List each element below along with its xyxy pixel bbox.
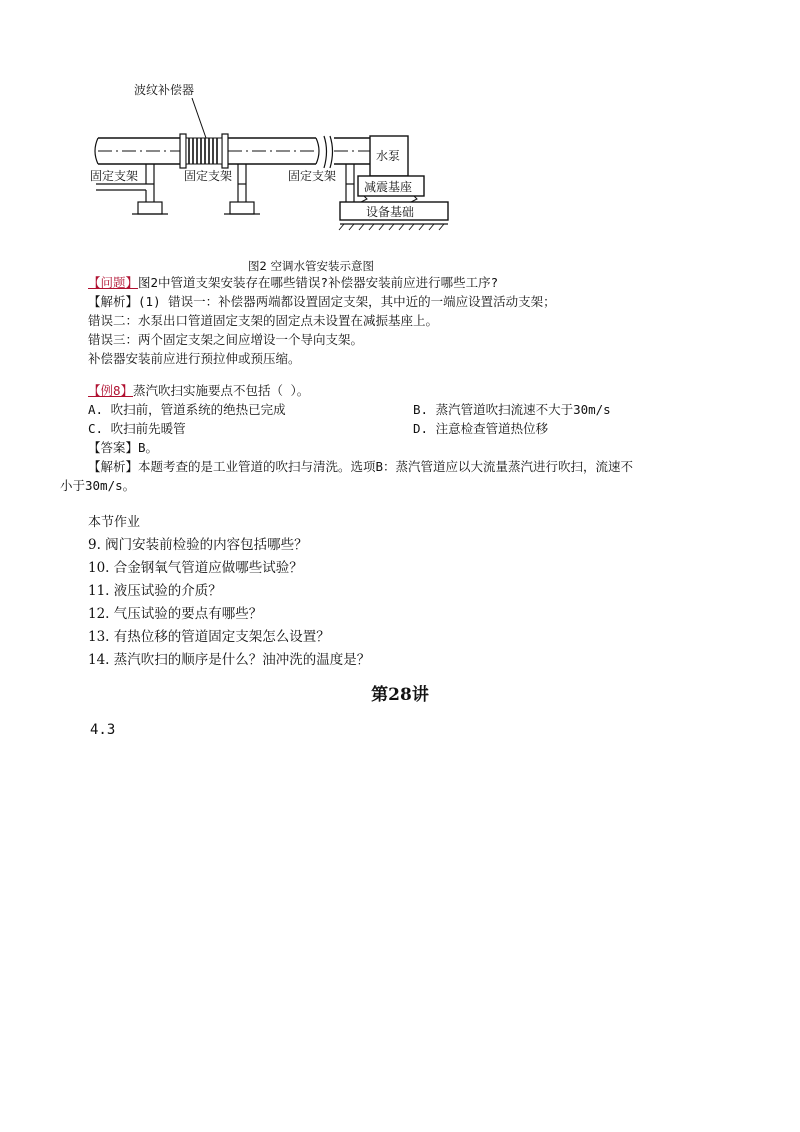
pipe-middle-segment — [228, 138, 319, 164]
question-analysis-line-1 — [88, 292, 556, 311]
homework-item-14: 14. 蒸汽吹扫的顺序是什么？油冲洗的温度是？ — [88, 652, 371, 668]
question-analysis-tag: 【解析】 — [88, 294, 139, 309]
pipe-left-segment — [95, 138, 180, 164]
example-analysis-text-1: 本题考查的是工业管道的吹扫与清洗。选项B：蒸汽管道应以大流量蒸汽进行吹扫，流速不 — [138, 459, 634, 474]
option-a: A. 吹扫前，管道系统的绝热已完成 — [88, 402, 286, 417]
example-stem: 蒸汽吹扫实施要点不包括（ ）。 — [133, 383, 310, 398]
compensator-label: 波纹补偿器 — [134, 83, 195, 97]
homework-title: 本节作业 — [88, 515, 141, 530]
example-tag: 【例8】 — [88, 383, 134, 398]
example-analysis-tag: 【解析】 — [88, 459, 139, 474]
question-analysis-line-3: 错误三：两个固定支架之间应增设一个导向支架。 — [88, 332, 364, 347]
bellows-compensator — [180, 134, 228, 168]
fixed-support-1 — [90, 164, 168, 214]
question-analysis-line-2: 错误二：水泵出口管道固定支架的固定点未设置在减振基座上。 — [88, 313, 439, 328]
fixed-support-1-label: 固定支架 — [90, 169, 139, 183]
answer-value: B。 — [138, 440, 159, 455]
lecture-title: 第28讲 — [371, 685, 429, 705]
damping-base-label: 减震基座 — [364, 180, 413, 194]
homework-item-13: 13. 有热位移的管道固定支架怎么设置？ — [88, 629, 330, 645]
example-analysis-line-2: 小于30m/s。 — [60, 478, 136, 493]
homework-item-11: 11. 液压试验的介质？ — [88, 583, 222, 599]
equipment-foundation — [339, 202, 448, 230]
water-pump — [370, 136, 408, 176]
homework-item-9: 9. 阀门安装前检验的内容包括哪些？ — [88, 537, 308, 553]
question-text: 图2中管道支架安装存在哪些错误?补偿器安装前应进行哪些工序? — [138, 275, 499, 290]
section-number: 4.3 — [90, 722, 116, 738]
pipe-right-segment — [334, 138, 370, 164]
fixed-support-3 — [288, 164, 354, 202]
equipment-foundation-label: 设备基础 — [366, 205, 415, 219]
option-b: B. 蒸汽管道吹扫流速不大于30m/s — [413, 402, 611, 417]
answer-tag: 【答案】 — [88, 440, 139, 455]
question-tag: 【问题】 — [88, 275, 139, 290]
figure-caption: 图2 空调水管安装示意图 — [248, 259, 374, 273]
example-stem-line — [88, 381, 309, 400]
question-line — [88, 273, 498, 292]
option-d: D. 注意检查管道热位移 — [413, 421, 549, 436]
example-analysis-line-1 — [88, 457, 633, 476]
option-c: C. 吹扫前先暖管 — [88, 421, 186, 436]
answer-line — [88, 438, 158, 457]
pipe-installation-diagram — [88, 78, 468, 278]
homework-item-10: 10. 合金钢氧气管道应做哪些试验？ — [88, 560, 303, 576]
fixed-support-3-label: 固定支架 — [288, 169, 337, 183]
fixed-support-2-label: 固定支架 — [184, 169, 233, 183]
pump-label: 水泵 — [376, 149, 401, 163]
homework-item-12: 12. 气压试验的要点有哪些？ — [88, 606, 263, 622]
question-analysis-text-1: (1) 错误一：补偿器两端都设置固定支架，其中近的一端应设置活动支架； — [138, 294, 556, 309]
fixed-support-2 — [184, 164, 260, 214]
question-analysis-line-4: 补偿器安装前应进行预拉伸或预压缩。 — [88, 351, 301, 366]
